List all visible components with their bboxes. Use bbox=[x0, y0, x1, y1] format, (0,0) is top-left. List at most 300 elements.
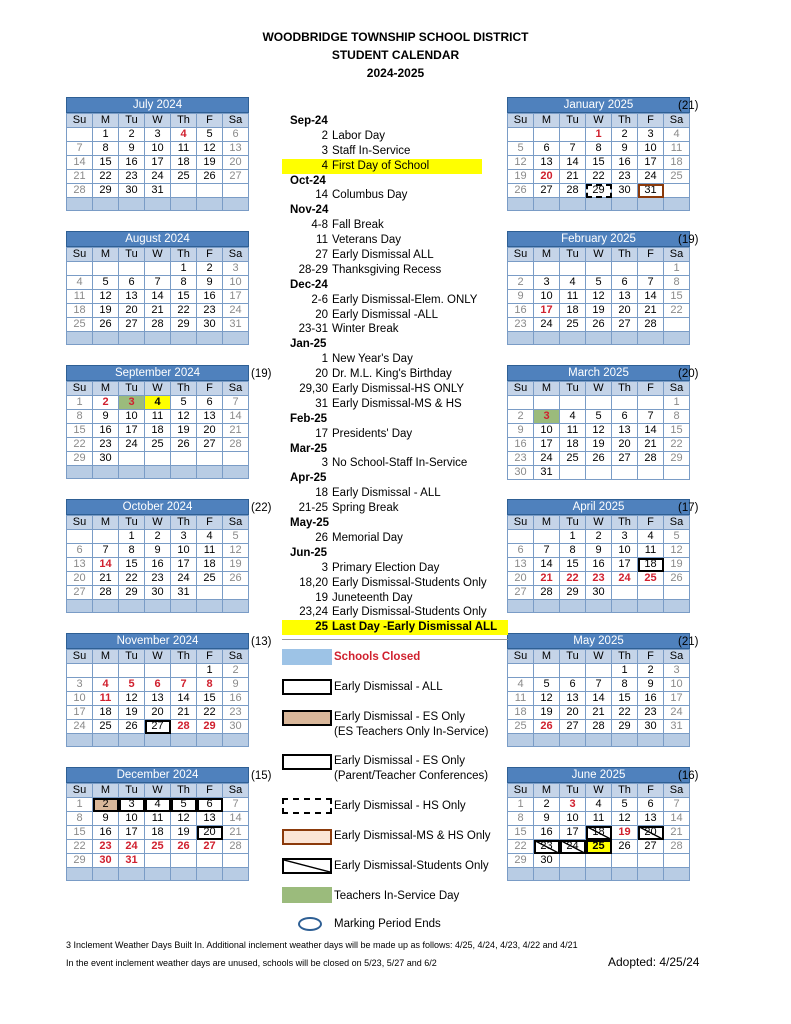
day-cell bbox=[638, 396, 664, 410]
event-text: Spring Break bbox=[332, 502, 399, 515]
event-text: Early Dismissal-Students Only bbox=[332, 606, 487, 619]
day-cell: 6 bbox=[612, 410, 638, 424]
weekday-header: F bbox=[638, 784, 664, 798]
month-title: January 2025 bbox=[507, 97, 690, 113]
event-text: Fall Break bbox=[332, 219, 384, 232]
day-cell: 24 bbox=[119, 840, 145, 854]
day-cell: 24 bbox=[119, 438, 145, 452]
day-cell bbox=[145, 664, 171, 678]
day-cell: 30 bbox=[612, 184, 638, 198]
empty-cell bbox=[93, 600, 119, 613]
month-title: October 2024 bbox=[66, 499, 249, 515]
weekday-header: Sa bbox=[664, 784, 690, 798]
weekday-header: W bbox=[586, 516, 612, 530]
day-cell: 10 bbox=[534, 424, 560, 438]
day-cell: 10 bbox=[119, 812, 145, 826]
event-date: 27 bbox=[315, 249, 328, 262]
day-cell: 10 bbox=[223, 276, 249, 290]
event-month-heading: Nov-24 bbox=[290, 204, 329, 217]
day-cell: 4 bbox=[145, 396, 171, 410]
day-cell: 5 bbox=[93, 276, 119, 290]
month-title: November 2024 bbox=[66, 633, 249, 649]
day-cell bbox=[534, 530, 560, 544]
day-cell: 29 bbox=[560, 586, 586, 600]
weekday-header: F bbox=[197, 784, 223, 798]
event-text: Columbus Day bbox=[332, 189, 408, 202]
day-cell: 27 bbox=[638, 840, 664, 854]
day-cell: 8 bbox=[93, 142, 119, 156]
event-text: Last Day -Early Dismissal ALL bbox=[332, 621, 498, 634]
day-cell: 8 bbox=[171, 276, 197, 290]
day-cell: 2 bbox=[93, 396, 119, 410]
empty-cell bbox=[638, 332, 664, 345]
weekday-header: W bbox=[586, 650, 612, 664]
day-cell: 15 bbox=[197, 692, 223, 706]
day-cell: 25 bbox=[664, 170, 690, 184]
day-cell: 12 bbox=[171, 812, 197, 826]
day-cell: 17 bbox=[67, 706, 93, 720]
empty-cell bbox=[171, 198, 197, 211]
day-cell: 31 bbox=[171, 586, 197, 600]
day-cell: 30 bbox=[508, 466, 534, 480]
day-cell: 7 bbox=[586, 678, 612, 692]
event-date: 31 bbox=[315, 397, 328, 410]
event-month-heading: Feb-25 bbox=[290, 412, 328, 425]
day-cell: 19 bbox=[612, 826, 638, 840]
day-cell bbox=[534, 664, 560, 678]
day-cell: 2 bbox=[223, 664, 249, 678]
day-cell: 5 bbox=[197, 128, 223, 142]
day-cell: 5 bbox=[586, 276, 612, 290]
day-cell: 11 bbox=[560, 424, 586, 438]
empty-cell bbox=[197, 734, 223, 747]
month-calendar bbox=[66, 499, 249, 613]
event-text: Early Dismissal-Elem. ONLY bbox=[332, 293, 478, 306]
legend-ed-students-swatch bbox=[282, 858, 332, 874]
day-cell: 5 bbox=[171, 798, 197, 812]
legend-ed-mshs-label: Early Dismissal-MS & HS Only bbox=[334, 830, 491, 842]
month-calendar bbox=[66, 767, 249, 881]
day-cell bbox=[197, 452, 223, 466]
day-cell: 25 bbox=[586, 840, 612, 854]
day-cell: 11 bbox=[145, 812, 171, 826]
empty-cell bbox=[560, 332, 586, 345]
day-cell: 30 bbox=[93, 452, 119, 466]
weekday-header: Tu bbox=[119, 248, 145, 262]
empty-cell bbox=[119, 734, 145, 747]
day-cell: 23 bbox=[534, 840, 560, 854]
day-cell: 2 bbox=[93, 798, 119, 812]
empty-cell bbox=[197, 600, 223, 613]
day-cell: 16 bbox=[197, 290, 223, 304]
day-cell: 27 bbox=[560, 720, 586, 734]
day-cell bbox=[119, 452, 145, 466]
event-month-heading: Jun-25 bbox=[290, 546, 328, 559]
day-cell: 29 bbox=[67, 854, 93, 868]
day-cell: 16 bbox=[586, 558, 612, 572]
day-cell: 8 bbox=[664, 276, 690, 290]
weekday-header: Th bbox=[171, 114, 197, 128]
weekday-header: Sa bbox=[223, 650, 249, 664]
month-title: August 2024 bbox=[66, 231, 249, 247]
day-cell: 12 bbox=[664, 544, 690, 558]
day-cell: 15 bbox=[664, 290, 690, 304]
school-day-count: (21) bbox=[678, 100, 699, 112]
day-cell: 30 bbox=[145, 586, 171, 600]
weekday-header: M bbox=[93, 650, 119, 664]
empty-cell bbox=[534, 868, 560, 881]
day-cell: 7 bbox=[223, 396, 249, 410]
day-cell: 21 bbox=[638, 304, 664, 318]
day-cell: 3 bbox=[119, 798, 145, 812]
day-cell: 4 bbox=[171, 128, 197, 142]
day-cell: 17 bbox=[119, 826, 145, 840]
day-cell: 26 bbox=[93, 318, 119, 332]
weekday-header: Su bbox=[67, 650, 93, 664]
legend-ed-es-pt-swatch bbox=[282, 754, 332, 770]
day-cell: 1 bbox=[508, 798, 534, 812]
school-day-count: (15) bbox=[251, 770, 272, 782]
day-cell bbox=[586, 466, 612, 480]
empty-cell bbox=[534, 198, 560, 211]
empty-cell bbox=[93, 332, 119, 345]
event-date: 3 bbox=[321, 561, 328, 574]
day-cell: 22 bbox=[171, 304, 197, 318]
day-cell: 17 bbox=[534, 304, 560, 318]
day-cell: 27 bbox=[223, 170, 249, 184]
event-item bbox=[282, 620, 508, 635]
legend-marking-label: Marking Period Ends bbox=[334, 918, 441, 930]
day-cell: 23 bbox=[223, 706, 249, 720]
empty-cell bbox=[93, 466, 119, 479]
day-cell bbox=[638, 854, 664, 868]
day-cell bbox=[223, 184, 249, 198]
day-cell: 14 bbox=[171, 692, 197, 706]
weekday-header: Th bbox=[612, 784, 638, 798]
event-date: 23,24 bbox=[299, 606, 328, 619]
empty-cell bbox=[145, 600, 171, 613]
day-cell bbox=[171, 452, 197, 466]
day-cell: 30 bbox=[223, 720, 249, 734]
day-cell: 11 bbox=[197, 544, 223, 558]
day-cell: 8 bbox=[664, 410, 690, 424]
day-cell bbox=[223, 452, 249, 466]
month-calendar bbox=[507, 633, 690, 747]
day-cell bbox=[560, 854, 586, 868]
day-cell: 14 bbox=[586, 692, 612, 706]
day-cell: 12 bbox=[197, 142, 223, 156]
day-cell: 2 bbox=[534, 798, 560, 812]
day-cell: 7 bbox=[171, 678, 197, 692]
empty-cell bbox=[664, 198, 690, 211]
school-day-count: (19) bbox=[678, 234, 699, 246]
day-cell: 2 bbox=[119, 128, 145, 142]
day-cell: 19 bbox=[119, 706, 145, 720]
day-cell: 18 bbox=[93, 706, 119, 720]
day-cell: 24 bbox=[560, 840, 586, 854]
day-cell: 13 bbox=[119, 290, 145, 304]
day-cell: 3 bbox=[664, 664, 690, 678]
day-cell: 23 bbox=[508, 452, 534, 466]
empty-cell bbox=[145, 868, 171, 881]
day-cell: 25 bbox=[560, 318, 586, 332]
day-cell: 9 bbox=[508, 424, 534, 438]
day-cell: 9 bbox=[612, 142, 638, 156]
event-item bbox=[282, 188, 512, 203]
empty-cell bbox=[638, 198, 664, 211]
day-cell: 27 bbox=[145, 720, 171, 734]
day-cell: 29 bbox=[508, 854, 534, 868]
day-cell: 28 bbox=[534, 586, 560, 600]
month-title: June 2025 bbox=[507, 767, 690, 783]
empty-cell bbox=[93, 734, 119, 747]
day-cell: 10 bbox=[638, 142, 664, 156]
day-cell: 2 bbox=[586, 530, 612, 544]
legend-ed-es-note: (ES Teachers Only In-Service) bbox=[334, 726, 489, 738]
day-cell: 4 bbox=[586, 798, 612, 812]
day-cell: 2 bbox=[197, 262, 223, 276]
weekday-header: Tu bbox=[560, 784, 586, 798]
event-text: Memorial Day bbox=[332, 531, 403, 544]
legend-inservice-label: Teachers In-Service Day bbox=[334, 890, 460, 902]
day-cell: 15 bbox=[171, 290, 197, 304]
day-cell: 28 bbox=[560, 184, 586, 198]
day-cell bbox=[664, 318, 690, 332]
day-cell: 17 bbox=[560, 826, 586, 840]
day-cell: 20 bbox=[119, 304, 145, 318]
day-cell: 1 bbox=[664, 396, 690, 410]
day-cell: 28 bbox=[638, 452, 664, 466]
empty-cell bbox=[508, 734, 534, 747]
day-cell: 9 bbox=[145, 544, 171, 558]
legend-closed-label: Schools Closed bbox=[334, 651, 421, 663]
day-cell: 22 bbox=[67, 840, 93, 854]
weekday-header: Tu bbox=[560, 114, 586, 128]
event-text: Thanksgiving Recess bbox=[332, 263, 442, 276]
day-cell: 27 bbox=[534, 184, 560, 198]
day-cell: 29 bbox=[119, 586, 145, 600]
day-cell: 16 bbox=[119, 156, 145, 170]
empty-cell bbox=[171, 466, 197, 479]
events-list bbox=[282, 114, 512, 640]
day-cell: 9 bbox=[197, 276, 223, 290]
day-cell: 21 bbox=[67, 170, 93, 184]
empty-cell bbox=[119, 466, 145, 479]
day-cell: 21 bbox=[171, 706, 197, 720]
event-text: Early Dismissal-HS ONLY bbox=[332, 383, 465, 396]
day-cell bbox=[612, 466, 638, 480]
weekday-header: Tu bbox=[560, 248, 586, 262]
day-cell: 18 bbox=[586, 826, 612, 840]
day-cell bbox=[145, 854, 171, 868]
empty-cell bbox=[145, 466, 171, 479]
weekday-header: Sa bbox=[223, 516, 249, 530]
day-cell: 18 bbox=[67, 304, 93, 318]
weekday-header: Sa bbox=[223, 114, 249, 128]
day-cell: 10 bbox=[534, 290, 560, 304]
event-item bbox=[282, 308, 512, 323]
day-cell: 30 bbox=[534, 854, 560, 868]
day-cell: 31 bbox=[145, 184, 171, 198]
weekday-header: Th bbox=[612, 248, 638, 262]
weekday-header: Th bbox=[171, 650, 197, 664]
event-date: 3 bbox=[321, 144, 328, 157]
day-cell: 10 bbox=[171, 544, 197, 558]
day-cell: 25 bbox=[197, 572, 223, 586]
weekday-header: Sa bbox=[223, 784, 249, 798]
event-date: 20 bbox=[315, 308, 328, 321]
day-cell bbox=[586, 664, 612, 678]
day-cell: 19 bbox=[197, 156, 223, 170]
event-item bbox=[282, 144, 512, 159]
weekday-header: W bbox=[145, 784, 171, 798]
empty-cell bbox=[612, 734, 638, 747]
day-cell: 20 bbox=[67, 572, 93, 586]
empty-cell bbox=[223, 198, 249, 211]
day-cell bbox=[560, 262, 586, 276]
day-cell: 26 bbox=[586, 318, 612, 332]
day-cell: 1 bbox=[560, 530, 586, 544]
weekday-header: Tu bbox=[560, 650, 586, 664]
day-cell: 25 bbox=[560, 452, 586, 466]
weekday-header: Su bbox=[508, 516, 534, 530]
empty-cell bbox=[119, 198, 145, 211]
day-cell bbox=[560, 396, 586, 410]
month-calendar bbox=[507, 97, 690, 211]
event-text: Early Dismissal - ALL bbox=[332, 487, 441, 500]
day-cell: 7 bbox=[93, 544, 119, 558]
empty-cell bbox=[67, 734, 93, 747]
weekday-header: Su bbox=[508, 650, 534, 664]
event-date: 26 bbox=[315, 531, 328, 544]
day-cell: 14 bbox=[145, 290, 171, 304]
day-cell: 22 bbox=[508, 840, 534, 854]
weekday-header: F bbox=[638, 114, 664, 128]
day-cell: 30 bbox=[197, 318, 223, 332]
day-cell: 2 bbox=[145, 530, 171, 544]
day-cell: 8 bbox=[197, 678, 223, 692]
event-item bbox=[282, 159, 482, 174]
empty-cell bbox=[119, 600, 145, 613]
day-cell: 11 bbox=[67, 290, 93, 304]
day-cell: 19 bbox=[586, 438, 612, 452]
day-cell: 16 bbox=[638, 692, 664, 706]
day-cell: 6 bbox=[145, 678, 171, 692]
day-cell: 22 bbox=[119, 572, 145, 586]
event-date: 3 bbox=[321, 457, 328, 470]
day-cell: 9 bbox=[534, 812, 560, 826]
day-cell: 12 bbox=[171, 410, 197, 424]
empty-cell bbox=[67, 198, 93, 211]
day-cell: 3 bbox=[119, 396, 145, 410]
day-cell: 6 bbox=[560, 678, 586, 692]
day-cell bbox=[664, 466, 690, 480]
day-cell: 26 bbox=[119, 720, 145, 734]
day-cell: 17 bbox=[638, 156, 664, 170]
day-cell: 23 bbox=[93, 840, 119, 854]
weekday-header: Th bbox=[171, 248, 197, 262]
event-item bbox=[282, 486, 512, 501]
empty-cell bbox=[223, 734, 249, 747]
month-calendar bbox=[507, 767, 690, 881]
day-cell: 1 bbox=[197, 664, 223, 678]
event-item bbox=[282, 248, 512, 263]
school-day-count: (16) bbox=[678, 770, 699, 782]
day-cell: 30 bbox=[638, 720, 664, 734]
month-calendar bbox=[507, 365, 690, 480]
event-date: 20 bbox=[315, 368, 328, 381]
event-item bbox=[282, 456, 512, 471]
weekday-header: M bbox=[93, 114, 119, 128]
day-cell: 21 bbox=[223, 424, 249, 438]
event-month-heading: Oct-24 bbox=[290, 174, 326, 187]
event-date: 2-6 bbox=[311, 293, 328, 306]
weekday-header: Su bbox=[508, 114, 534, 128]
day-cell bbox=[638, 262, 664, 276]
weekday-header: W bbox=[586, 382, 612, 396]
empty-cell bbox=[145, 734, 171, 747]
day-cell: 3 bbox=[145, 128, 171, 142]
month-calendar bbox=[66, 231, 249, 345]
day-cell: 16 bbox=[508, 304, 534, 318]
event-item bbox=[282, 322, 512, 337]
day-cell: 13 bbox=[67, 558, 93, 572]
day-cell: 3 bbox=[171, 530, 197, 544]
school-day-count: (20) bbox=[678, 368, 699, 380]
weekday-header: M bbox=[93, 248, 119, 262]
month-title: July 2024 bbox=[66, 97, 249, 113]
day-cell: 15 bbox=[119, 558, 145, 572]
day-cell: 1 bbox=[67, 798, 93, 812]
day-cell: 12 bbox=[508, 156, 534, 170]
day-cell: 26 bbox=[171, 840, 197, 854]
month-title: May 2025 bbox=[507, 633, 690, 649]
empty-cell bbox=[586, 868, 612, 881]
empty-cell bbox=[223, 600, 249, 613]
day-cell: 22 bbox=[197, 706, 223, 720]
day-cell: 30 bbox=[586, 586, 612, 600]
day-cell: 13 bbox=[560, 692, 586, 706]
day-cell: 23 bbox=[145, 572, 171, 586]
day-cell: 11 bbox=[560, 290, 586, 304]
day-cell: 11 bbox=[586, 812, 612, 826]
event-month-heading: Apr-25 bbox=[290, 472, 327, 485]
weekday-header: Tu bbox=[560, 516, 586, 530]
day-cell: 1 bbox=[612, 664, 638, 678]
day-cell: 25 bbox=[145, 840, 171, 854]
day-cell: 28 bbox=[93, 586, 119, 600]
legend-ed-hs-swatch bbox=[282, 798, 332, 814]
legend-ed-es-label: Early Dismissal - ES Only bbox=[334, 711, 465, 723]
event-month-heading: Dec-24 bbox=[290, 278, 328, 291]
day-cell: 10 bbox=[612, 544, 638, 558]
weekday-header: Th bbox=[612, 650, 638, 664]
weekday-header: M bbox=[93, 382, 119, 396]
day-cell: 20 bbox=[197, 424, 223, 438]
day-cell: 17 bbox=[145, 156, 171, 170]
school-day-count: (19) bbox=[251, 368, 272, 380]
day-cell bbox=[145, 262, 171, 276]
school-year: 2024-2025 bbox=[366, 66, 425, 80]
day-cell: 12 bbox=[534, 692, 560, 706]
weekday-header: W bbox=[586, 784, 612, 798]
day-cell: 9 bbox=[93, 812, 119, 826]
day-cell: 16 bbox=[93, 826, 119, 840]
day-cell: 8 bbox=[560, 544, 586, 558]
month-title: September 2024 bbox=[66, 365, 249, 381]
event-date: 11 bbox=[316, 234, 328, 247]
day-cell: 24 bbox=[534, 318, 560, 332]
